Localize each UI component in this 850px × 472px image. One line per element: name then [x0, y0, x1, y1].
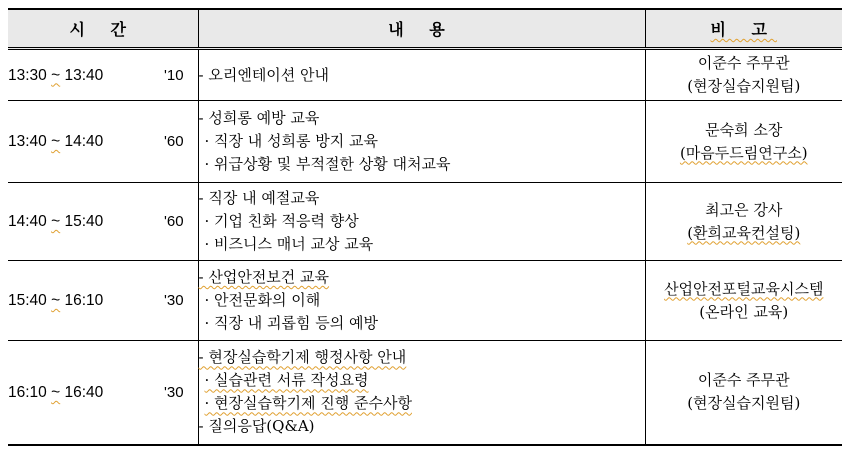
schedule-table	[8, 8, 842, 446]
time-start: 14:40	[8, 213, 47, 230]
time-end: 15:40	[64, 213, 104, 230]
note-org: (마음두드림연구소)	[679, 143, 808, 162]
content-cell	[198, 261, 645, 341]
content-subitem: · 실습관련 서류 작성요령	[204, 371, 369, 390]
time-start: 16:10	[8, 383, 47, 401]
time-range	[8, 261, 164, 341]
content-item: - 성희롱 예방 교육	[198, 109, 320, 127]
note-name: 산업안전포털교육시스템	[664, 279, 824, 298]
time-start: 13:30	[8, 66, 47, 84]
time-tilde: ~	[51, 383, 61, 401]
content-subitem: · 위급상황 및 부적절한 상황 대처교육	[204, 155, 451, 173]
duration: '60	[164, 101, 198, 183]
table-header-row	[8, 9, 842, 49]
content-item: - 현장실습학기제 행정사항 안내	[198, 348, 407, 367]
note-name: 이준수 주무관	[697, 371, 790, 390]
time-range	[8, 341, 164, 445]
time-end: 13:40	[64, 66, 104, 84]
content-subitem: · 현장실습학기제 진행 준수사항	[204, 394, 412, 413]
content-cell	[198, 49, 645, 101]
time-range	[8, 183, 164, 261]
content-subitem: · 직장 내 괴롭힘 등의 예방	[204, 314, 379, 332]
header-time: 시 간	[8, 9, 198, 49]
time-range	[8, 101, 164, 183]
content-cell	[198, 341, 645, 445]
content-subitem: · 기업 친화 적응력 향상	[204, 212, 359, 230]
time-range	[8, 49, 164, 101]
content-item: - 직장 내 예절교육	[198, 189, 320, 207]
time-end: 16:10	[64, 292, 104, 309]
note-org: (현장실습지원팀)	[687, 394, 801, 413]
table-row	[8, 183, 842, 261]
content-item: - 질의응답(Q&A)	[198, 417, 315, 436]
header-content: 내 용	[198, 9, 645, 49]
time-end: 14:40	[64, 133, 104, 150]
note-cell	[645, 261, 842, 341]
duration: '60	[164, 183, 198, 261]
content-subitem: · 직장 내 성희롱 방지 교육	[204, 132, 379, 150]
content-subitem: · 안전문화의 이해	[204, 291, 321, 309]
note-cell	[645, 49, 842, 101]
note-org: (환희교육컨설팅)	[687, 223, 801, 242]
content-item: - 오리엔테이션 안내	[198, 65, 330, 84]
time-tilde: ~	[51, 66, 61, 84]
content-item: - 산업안전보건 교육	[198, 268, 330, 286]
header-note	[645, 9, 842, 49]
table-row	[8, 341, 842, 445]
time-start: 13:40	[8, 133, 47, 150]
duration: '30	[164, 341, 198, 445]
time-start: 15:40	[8, 292, 47, 309]
note-cell	[645, 341, 842, 445]
header-note-label: 비 고	[710, 20, 777, 39]
note-name: 이준수 주무관	[697, 54, 790, 72]
content-subitem: · 비즈니스 매너 교상 교육	[204, 235, 374, 253]
note-cell	[645, 183, 842, 261]
table-row	[8, 101, 842, 183]
duration: '10	[164, 49, 198, 101]
time-end: 16:40	[64, 383, 104, 401]
content-cell	[198, 183, 645, 261]
note-name: 문숙희 소장	[705, 120, 783, 139]
duration: '30	[164, 261, 198, 341]
note-cell	[645, 101, 842, 183]
content-cell	[198, 101, 645, 183]
time-tilde: ~	[51, 213, 61, 230]
time-tilde: ~	[51, 133, 61, 150]
note-name: 최고은 강사	[705, 200, 783, 219]
time-tilde: ~	[51, 292, 61, 309]
note-org: (온라인 교육)	[699, 302, 789, 321]
table-row	[8, 49, 842, 101]
table-row	[8, 261, 842, 341]
note-org: (현장실습지원팀)	[687, 77, 801, 95]
